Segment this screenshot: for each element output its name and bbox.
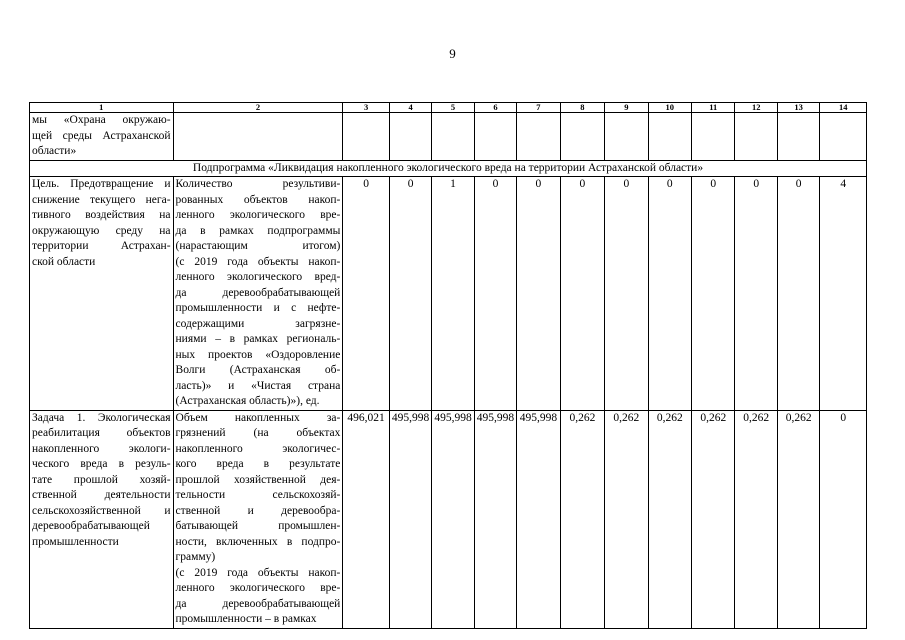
text-line: батывающей промышлен- bbox=[175, 520, 341, 532]
text-line: ности, включенных в подпро- bbox=[175, 535, 341, 548]
text-line: ных проектов «Оздоровление bbox=[175, 348, 341, 361]
text-line: (с 2019 года объекты накоп- bbox=[175, 255, 341, 268]
task-col2 bbox=[173, 410, 343, 628]
value-cell: 495,998 bbox=[432, 410, 474, 628]
value-cell: 0,262 bbox=[560, 410, 604, 628]
prev-col1 bbox=[30, 113, 174, 161]
value-cell: 0 bbox=[343, 177, 390, 411]
value-cell: 0 bbox=[692, 177, 735, 411]
text-line: мы «Охрана окружаю- bbox=[32, 114, 171, 126]
text-line: сельскохозяйственной и bbox=[32, 504, 171, 517]
text-line: да в рамках подпрограммы bbox=[175, 224, 341, 237]
header-cell: 1 bbox=[30, 103, 174, 113]
text-line: да деревообрабатывающей bbox=[175, 597, 341, 610]
text-line: снижение текущего нега- bbox=[32, 193, 171, 206]
text-line: тельности сельскохозяй- bbox=[175, 489, 341, 501]
indicators-table bbox=[29, 102, 867, 629]
value-cell: 495,998 bbox=[389, 410, 431, 628]
header-cell: 12 bbox=[735, 103, 777, 113]
table-row-goal bbox=[30, 177, 867, 411]
value-cell: 0 bbox=[560, 177, 604, 411]
text-line: грамму) bbox=[175, 551, 216, 563]
header-cell: 2 bbox=[173, 103, 343, 113]
value-cell: 0 bbox=[517, 177, 560, 411]
value-cell: 0 bbox=[648, 177, 691, 411]
text-line: Задача 1. Экологическая bbox=[32, 411, 171, 424]
goal-col1 bbox=[30, 177, 174, 411]
table-row-task bbox=[30, 410, 867, 628]
text-line: ленного экологического вред- bbox=[175, 271, 341, 283]
value-cell: 0 bbox=[605, 177, 648, 411]
subprogram-title: Подпрограмма «Ликвидация накопленного экологического вреда на территории Астраханской области» bbox=[30, 160, 867, 177]
header-cell: 7 bbox=[517, 103, 560, 113]
text-line: ственной и деревообра- bbox=[175, 504, 341, 517]
value-cell: 0,262 bbox=[777, 410, 819, 628]
header-cell: 13 bbox=[777, 103, 819, 113]
value-cell: 0 bbox=[820, 410, 867, 628]
header-cell: 10 bbox=[648, 103, 691, 113]
text-line: (с 2019 года объекты накоп- bbox=[175, 566, 341, 579]
text-line: рованных объектов накоп- bbox=[175, 193, 341, 206]
text-line: области» bbox=[32, 145, 77, 157]
page-number: 9 bbox=[449, 46, 456, 61]
text-line: деревообрабатывающей bbox=[32, 520, 150, 532]
value-cell: 0 bbox=[474, 177, 516, 411]
text-line: грязнений (на объектах bbox=[175, 427, 341, 439]
value-cell: 0 bbox=[389, 177, 431, 411]
text-line: промышленности и с нефте- bbox=[175, 302, 341, 314]
value-cell: 0,262 bbox=[692, 410, 735, 628]
text-line: ческого вреда в резуль- bbox=[32, 458, 171, 470]
subprogram-row bbox=[30, 160, 867, 177]
header-cell: 8 bbox=[560, 103, 604, 113]
value-cell: 0 bbox=[777, 177, 819, 411]
text-line: (Астраханская область)»), ед. bbox=[175, 395, 320, 407]
value-cell: 0 bbox=[735, 177, 777, 411]
value-cell: 0,262 bbox=[605, 410, 648, 628]
text-line: (нарастающим итогом) bbox=[175, 240, 341, 252]
text-line: территории Астрахан- bbox=[32, 240, 171, 252]
task-col1 bbox=[30, 410, 174, 628]
value-cell: 495,998 bbox=[517, 410, 560, 628]
value-cell: 4 bbox=[820, 177, 867, 411]
text-line: окружающую среду на bbox=[32, 224, 171, 237]
value-cell: 0,262 bbox=[735, 410, 777, 628]
text-line: промышленности bbox=[32, 535, 119, 548]
value-cell: 0,262 bbox=[648, 410, 691, 628]
text-line: реабилитация объектов bbox=[32, 427, 171, 439]
table-row-prev bbox=[30, 113, 867, 161]
text-line: Объем накопленных за- bbox=[175, 411, 341, 424]
header-cell: 6 bbox=[474, 103, 516, 113]
value-cell: 496,021 bbox=[343, 410, 390, 628]
value-cell: 495,998 bbox=[474, 410, 516, 628]
header-row bbox=[30, 103, 867, 113]
text-line: ласть)» и «Чистая страна bbox=[175, 379, 341, 392]
text-line: кого вреда в результате bbox=[175, 458, 341, 470]
header-cell: 5 bbox=[432, 103, 474, 113]
header-cell: 3 bbox=[343, 103, 390, 113]
text-line: содержащими загрязне- bbox=[175, 317, 341, 330]
text-line: промышленности – в рамках bbox=[175, 613, 317, 625]
text-line: Волги (Астраханская об- bbox=[175, 364, 341, 376]
text-line: да деревообрабатывающей bbox=[175, 286, 341, 299]
text-line: прошлой хозяйственной дея- bbox=[175, 473, 341, 486]
text-line: Цель. Предотвращение и bbox=[32, 178, 171, 190]
text-line: тате прошлой хозяй- bbox=[32, 473, 171, 486]
header-cell: 4 bbox=[389, 103, 431, 113]
header-cell: 11 bbox=[692, 103, 735, 113]
text-line: щей среды Астраханской bbox=[32, 129, 171, 142]
text-line: ской области bbox=[32, 255, 96, 268]
goal-col2 bbox=[173, 177, 343, 411]
text-line: ленного экологического вре- bbox=[175, 209, 341, 221]
text-line: ственной деятельности bbox=[32, 489, 171, 501]
header-cell: 14 bbox=[820, 103, 867, 113]
text-line: Количество результиви- bbox=[175, 178, 341, 190]
value-cell: 1 bbox=[432, 177, 474, 411]
text-line: тивного воздействия на bbox=[32, 209, 171, 221]
text-line: ниями – в рамках региональ- bbox=[175, 333, 341, 345]
header-cell: 9 bbox=[605, 103, 648, 113]
text-line: накопленного экологичес- bbox=[175, 442, 341, 455]
text-line: ленного экологического вре- bbox=[175, 582, 341, 594]
text-line: накопленного экологи- bbox=[32, 442, 171, 455]
